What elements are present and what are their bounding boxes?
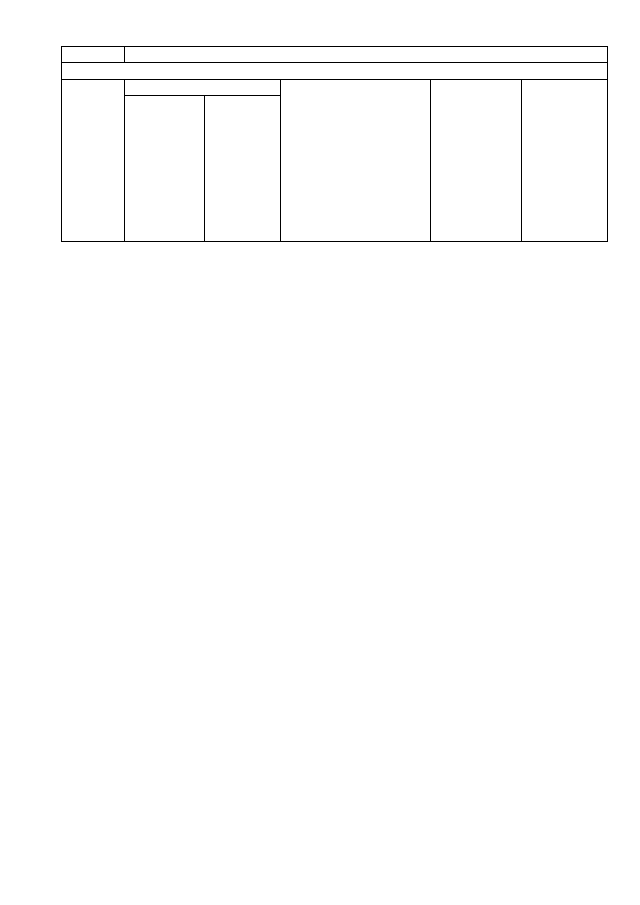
header-x (125, 95, 205, 241)
separator-cell-2 (125, 47, 608, 63)
header-y (205, 95, 281, 241)
separator-row (62, 47, 608, 63)
header-point-designation (62, 79, 125, 241)
section3-title (62, 63, 608, 79)
header-row-1 (62, 79, 608, 95)
header-coordinates (125, 79, 281, 95)
header-accuracy (431, 79, 522, 241)
section3-title-row (62, 63, 608, 79)
separator-cell-1 (62, 47, 125, 63)
header-description (522, 79, 608, 241)
boundary-points-table (61, 46, 608, 242)
header-method (281, 79, 431, 241)
